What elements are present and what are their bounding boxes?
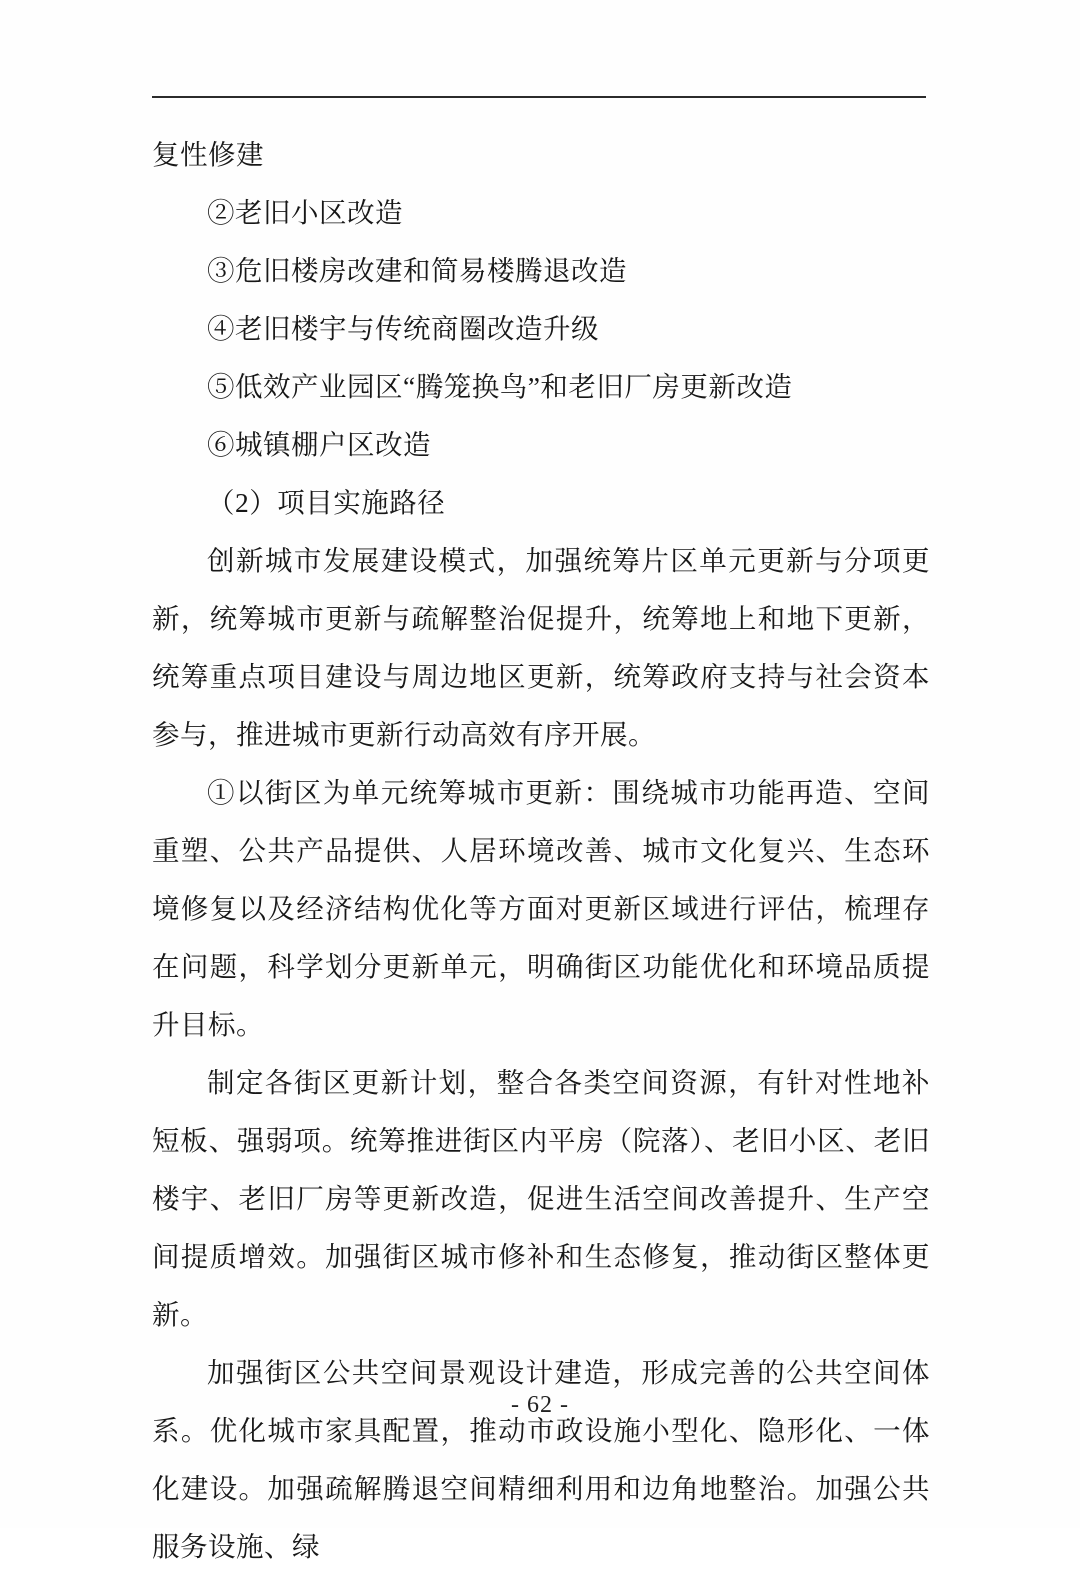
paragraph: 加强街区公共空间景观设计建造，形成完善的公共空间体系。优化城市家具配置，推动市政设施小型化、隐形化、一体化建设。加强疏解腾退空间精细利用和边角地整治。加强公共服务设施、绿 [152,1357,930,1562]
list-item: ⑤低效产业园区“腾笼换鸟”和老旧厂房更新改造 [207,371,793,402]
page-number: - 62 - [511,1392,569,1418]
list-item: ④老旧楼宇与传统商圈改造升级 [207,313,599,344]
header-rule [152,96,926,98]
list-item: ②老旧小区改造 [207,197,403,228]
paragraph: 创新城市发展建设模式，加强统筹片区单元更新与分项更新，统筹城市更新与疏解整治促提升，统筹地上和地下更新，统筹重点项目建设与周边地区更新，统筹政府支持与社会资本参与，推进城市更新行动高效有序开展。 [152,545,930,750]
document-body [152,126,930,1576]
paragraph: 制定各街区更新计划，整合各类空间资源，有针对性地补短板、强弱项。统筹推进街区内平房（院落）、老旧小区、老旧楼宇、老旧厂房等更新改造，促进生活空间改善提升、生产空间提质增效。加强街区城市修补和生态修复，推动街区整体更新。 [152,1067,930,1330]
paragraph: 复性修建 [152,139,264,170]
paragraph: ①以街区为单元统筹城市更新：围绕城市功能再造、空间重塑、公共产品提供、人居环境改善、城市文化复兴、生态环境修复以及经济结构优化等方面对更新区域进行评估，梳理存在问题，科学划分更新单元，明确街区功能优化和环境品质提升目标。 [152,777,930,1040]
section-heading: （2）项目实施路径 [207,487,446,518]
list-item: ⑥城镇棚户区改造 [207,429,431,460]
list-item: ③危旧楼房改建和简易楼腾退改造 [207,255,627,286]
